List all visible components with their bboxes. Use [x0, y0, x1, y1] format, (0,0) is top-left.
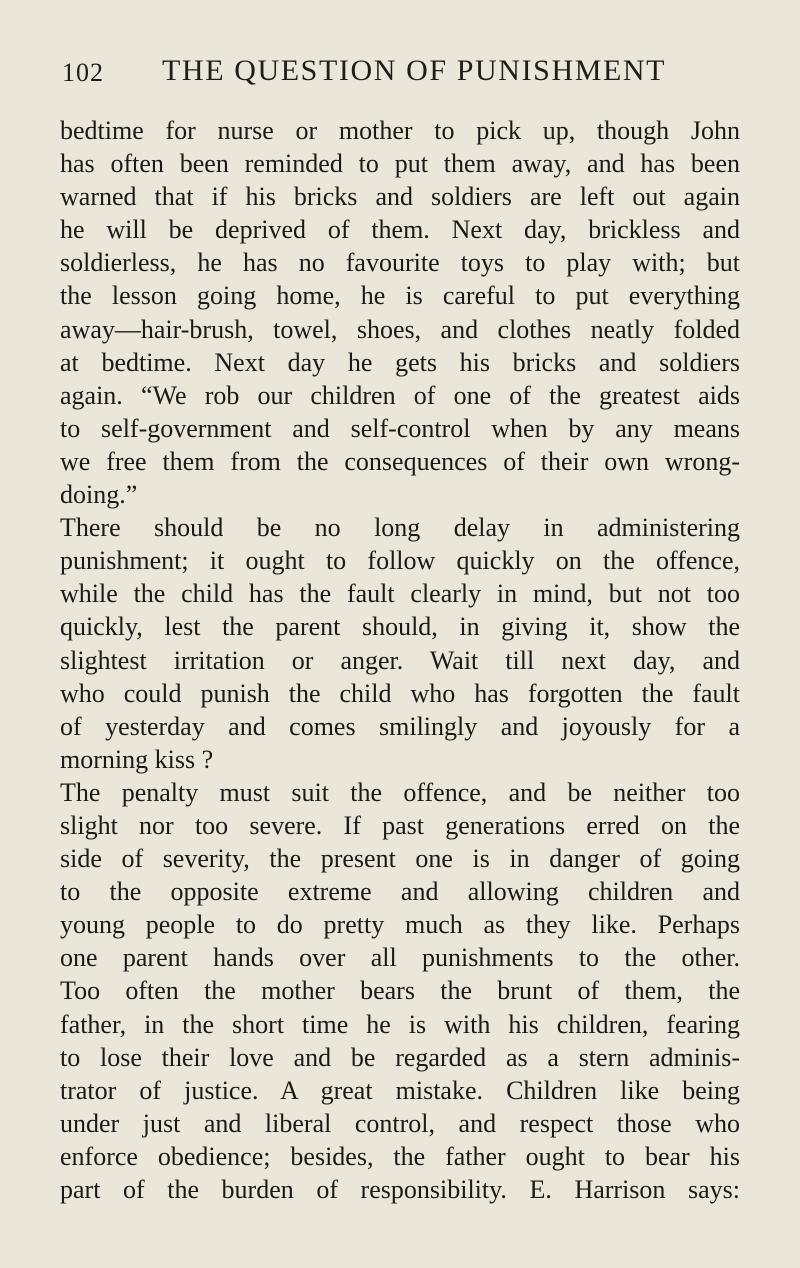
text-line: side of severity, the present one is in danger of going	[60, 844, 740, 874]
text-line: one parent hands over all punishments to the other.	[60, 943, 740, 973]
text-line: to the opposite extreme and allowing children and	[60, 877, 740, 907]
text-line: to lose their love and be regarded as a stern adminis-	[60, 1042, 740, 1072]
text-line: enforce obedience; besides, the father ought to bear his	[60, 1141, 740, 1171]
body-text	[60, 114, 740, 1206]
text-line: young people to do pretty much as they like. Perhaps	[60, 910, 740, 940]
text-line: warned that if his bricks and soldiers are left out again	[60, 182, 740, 212]
text-line: bedtime for nurse or mother to pick up, though John	[60, 116, 740, 145]
text-line: while the child has the fault clearly in mind, but not too	[60, 579, 740, 609]
text-line: away—hair-brush, towel, shoes, and clothes neatly folded	[60, 314, 740, 344]
text-line: of yesterday and comes smilingly and joyously for a	[60, 711, 740, 741]
running-header	[62, 52, 750, 92]
text-line: part of the burden of responsibility. E. Harrison says:	[60, 1175, 740, 1204]
text-line: who could punish the child who has forgotten the fault	[60, 678, 740, 708]
text-line: soldierless, he has no favourite toys to play with; but	[60, 248, 740, 278]
text-line: he will be deprived of them. Next day, brickless and	[60, 215, 740, 245]
text-line: under just and liberal control, and respect those who	[60, 1108, 740, 1138]
text-line: to self-government and self-control when by any means	[60, 413, 740, 443]
text-line: at bedtime. Next day he gets his bricks and soldiers	[60, 347, 740, 377]
text-line: again. “We rob our children of one of the greatest aids	[60, 380, 740, 410]
text-line: has often been reminded to put them away, and has been	[60, 149, 740, 179]
text-line: morning kiss ?	[60, 744, 214, 774]
text-line: quickly, lest the parent should, in giving it, show the	[60, 612, 740, 642]
text-line: Too often the mother bears the brunt of them, the	[60, 976, 740, 1006]
running-title: THE QUESTION OF PUNISHMENT	[162, 54, 667, 87]
page-number: 102	[62, 58, 104, 87]
text-line: There should be no long delay in administering	[60, 513, 740, 543]
text-line: slight nor too severe. If past generations erred on the	[60, 810, 740, 840]
text-line: The penalty must suit the offence, and be neither too	[60, 777, 740, 807]
text-line: the lesson going home, he is careful to put everything	[60, 281, 740, 311]
text-line: father, in the short time he is with his children, fearing	[60, 1009, 740, 1039]
text-line: doing.”	[60, 480, 138, 510]
text-line: punishment; it ought to follow quickly on the offence,	[60, 546, 740, 576]
text-line: slightest irritation or anger. Wait till next day, and	[60, 645, 740, 675]
text-line: we free them from the consequences of their own wrong-	[60, 446, 740, 476]
text-line: trator of justice. A great mistake. Children like being	[60, 1075, 740, 1105]
